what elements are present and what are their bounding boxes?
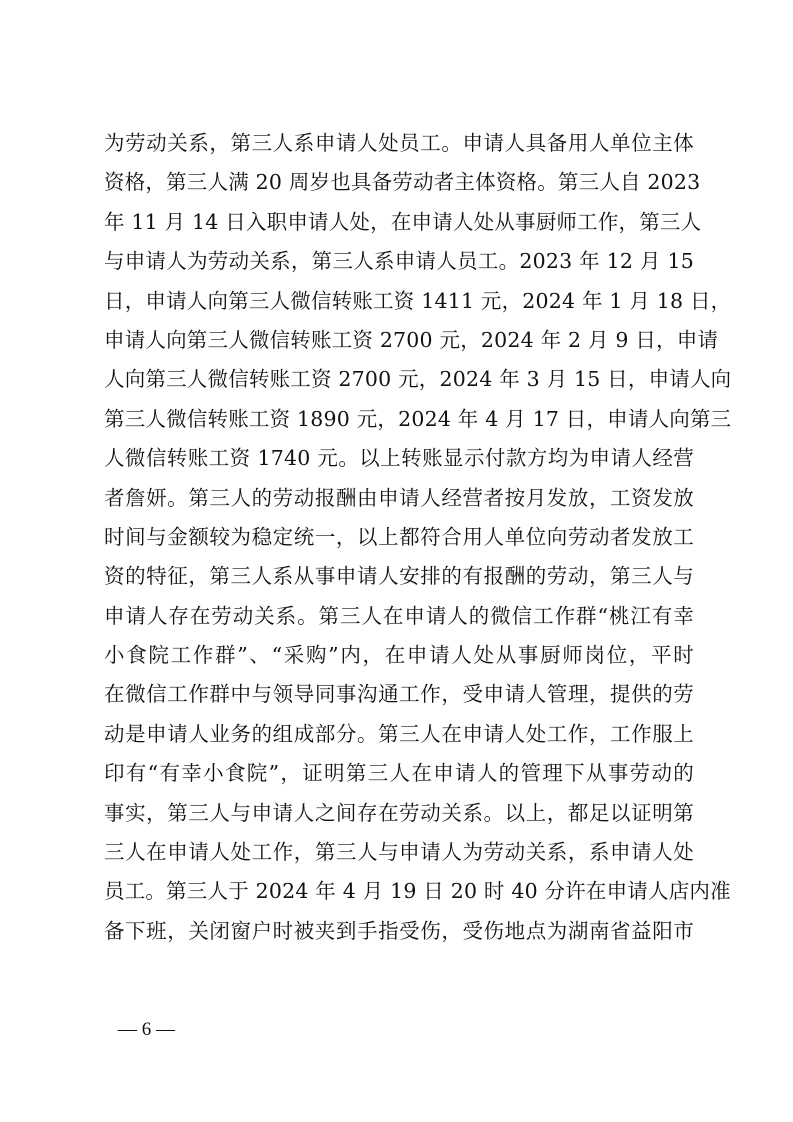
text-line: 年 11 月 14 日入职申请人处，在申请人处从事厨师工作，第三人: [104, 209, 702, 234]
text-line: 日，申请人向第三人微信转账工资 1411 元，2024 年 1 月 18 日，: [104, 288, 732, 313]
text-line: 资格，第三人满 20 周岁也具备劳动者主体资格。第三人自 2023: [104, 170, 701, 195]
text-line: 人微信转账工资 1740 元。以上转账显示付款方均为申请人经营: [104, 446, 694, 471]
text-line: 为劳动关系，第三人系申请人处员工。申请人具备用人单位主体: [104, 131, 694, 155]
text-line: 小食院工作群”、“采购”内，在申请人处从事厨师岗位，平时: [104, 643, 694, 668]
text-line: 人向第三人微信转账工资 2700 元，2024 年 3 月 15 日，申请人向: [104, 367, 732, 392]
text-line: 时间与金额较为稳定统一，以上都符合用人单位向劳动者发放工: [104, 524, 694, 549]
text-line: 印有“有幸小食院”，证明第三人在申请人的管理下从事劳动的: [104, 761, 694, 786]
text-line: 备下班，关闭窗户时被夹到手指受伤，受伤地点为湖南省益阳市: [104, 918, 694, 943]
text-line: 申请人存在劳动关系。第三人在申请人的微信工作群“桃江有幸: [104, 603, 694, 628]
text-line: 员工。第三人于 2024 年 4 月 19 日 20 时 40 分许在申请人店内准: [104, 879, 731, 904]
text-line: 事实，第三人与申请人之间存在劳动关系。以上，都足以证明第: [104, 800, 694, 825]
text-line: 动是申请人业务的组成部分。第三人在申请人处工作，工作服上: [104, 721, 694, 746]
text-line: 三人在申请人处工作，第三人与申请人为劳动关系，系申请人处: [104, 840, 694, 865]
text-line: 第三人微信转账工资 1890 元，2024 年 4 月 17 日，申请人向第三: [104, 406, 732, 431]
text-line: 在微信工作群中与领导同事沟通工作，受申请人管理，提供的劳: [104, 682, 694, 707]
text-line: 者詹妍。第三人的劳动报酬由申请人经营者按月发放，工资发放: [104, 485, 694, 510]
body-text: [104, 124, 732, 951]
page-number: — 6 —: [118, 1019, 175, 1040]
text-line: 申请人向第三人微信转账工资 2700 元，2024 年 2 月 9 日，申请: [104, 327, 719, 352]
text-line: 资的特征，第三人系从事申请人安排的有报酬的劳动，第三人与: [104, 564, 694, 589]
text-line: 与申请人为劳动关系，第三人系申请人员工。2023 年 12 月 15: [104, 249, 694, 274]
